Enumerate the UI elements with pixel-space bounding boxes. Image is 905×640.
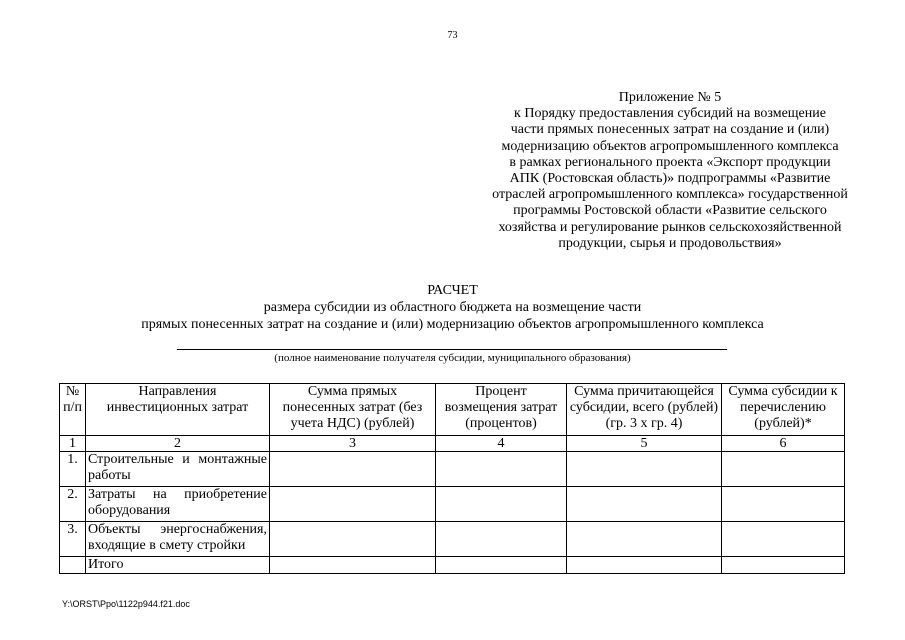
- header-direction: Направления инвестиционных затрат: [86, 384, 270, 436]
- document-title: [0, 282, 905, 333]
- header-reimbursement-percent: Процент возмещения затрат (процентов): [436, 384, 567, 436]
- cell-subsidy-total: [567, 452, 722, 487]
- cell-direct-costs: [270, 452, 436, 487]
- appendix-line: АПК (Ростовская область)» подпрограммы «Развитие: [509, 171, 831, 187]
- cell-subsidy-transfer: [722, 522, 845, 557]
- table-row: [60, 452, 845, 487]
- column-number: 5: [567, 436, 722, 452]
- appendix-line: хозяйства и регулирование рынков сельскохозяйственной: [498, 219, 842, 235]
- cell-reimbursement-percent: [436, 557, 567, 574]
- table-row: [60, 522, 845, 557]
- total-label: Итого: [86, 557, 270, 574]
- header-number: № п/п: [60, 384, 86, 436]
- appendix-line: отраслей агропромышленного комплекса» государственной: [492, 187, 848, 203]
- recipient-caption: (полное наименование получателя субсидии, муниципального образования): [274, 352, 631, 364]
- row-cost-direction: Затраты на приобретение оборудования: [86, 487, 270, 522]
- cell-direct-costs: [270, 522, 436, 557]
- row-cost-direction: Объекты энергоснабжения, входящие в смету стройки: [86, 522, 270, 557]
- header-subsidy-transfer: Сумма субсидии к перечислению (рублей)*: [722, 384, 845, 436]
- appendix-title: Приложение № 5: [618, 90, 722, 105]
- appendix-line: программы Ростовской области «Развитие сельского: [513, 203, 827, 219]
- column-number: 4: [436, 436, 567, 452]
- subsidy-calculation-table: [59, 383, 845, 574]
- appendix-line: в рамках регионального проекта «Экспорт продукции: [509, 154, 831, 170]
- row-number: 1.: [60, 452, 86, 487]
- column-number: 2: [86, 436, 270, 452]
- cell-subsidy-total: [567, 557, 722, 574]
- cell-reimbursement-percent: [436, 487, 567, 522]
- appendix-line: к Порядку предоставления субсидий на возмещение: [514, 106, 826, 122]
- cell-direct-costs: [270, 557, 436, 574]
- cell-subsidy-transfer: [722, 452, 845, 487]
- row-cost-direction: Строительные и монтажные работы: [86, 452, 270, 487]
- cell-subsidy-transfer: [722, 557, 845, 574]
- cell-subsidy-total: [567, 522, 722, 557]
- page-number: 73: [447, 30, 458, 41]
- table-total-row: [60, 557, 845, 574]
- footer-file-path: Y:\ORST\Ppo\1122p944.f21.doc: [62, 599, 190, 609]
- table-header-row: [60, 384, 845, 436]
- cell-reimbursement-percent: [436, 452, 567, 487]
- title-heading: РАСЧЕТ: [427, 283, 478, 298]
- title-subtitle-line2: прямых понесенных затрат на создание и (или) модернизацию объектов агропромышленного комплекса: [141, 317, 764, 332]
- column-number: 1: [60, 436, 86, 452]
- cell-reimbursement-percent: [436, 522, 567, 557]
- appendix-line: продукции, сырья и продовольствия»: [558, 235, 782, 251]
- cell-direct-costs: [270, 487, 436, 522]
- recipient-underline: [177, 349, 727, 350]
- column-number: 6: [722, 436, 845, 452]
- header-subsidy-total: Сумма причитающейся субсидии, всего (рублей) (гр. 3 х гр. 4): [567, 384, 722, 436]
- column-number: 3: [270, 436, 436, 452]
- appendix-header: [420, 90, 905, 252]
- header-direct-costs: Сумма прямых понесенных затрат (без учета НДС) (рублей): [270, 384, 436, 436]
- title-subtitle-line1: размера субсидии из областного бюджета на возмещение части: [263, 300, 642, 315]
- row-number: 3.: [60, 522, 86, 557]
- table-row: [60, 487, 845, 522]
- row-number: 2.: [60, 487, 86, 522]
- column-number-row: [60, 436, 845, 452]
- cell-subsidy-transfer: [722, 487, 845, 522]
- appendix-line: части прямых понесенных затрат на создание и (или): [510, 122, 830, 138]
- cell-subsidy-total: [567, 487, 722, 522]
- cell-empty: [60, 557, 86, 574]
- appendix-line: модернизацию объектов агропромышленного комплекса: [501, 138, 839, 154]
